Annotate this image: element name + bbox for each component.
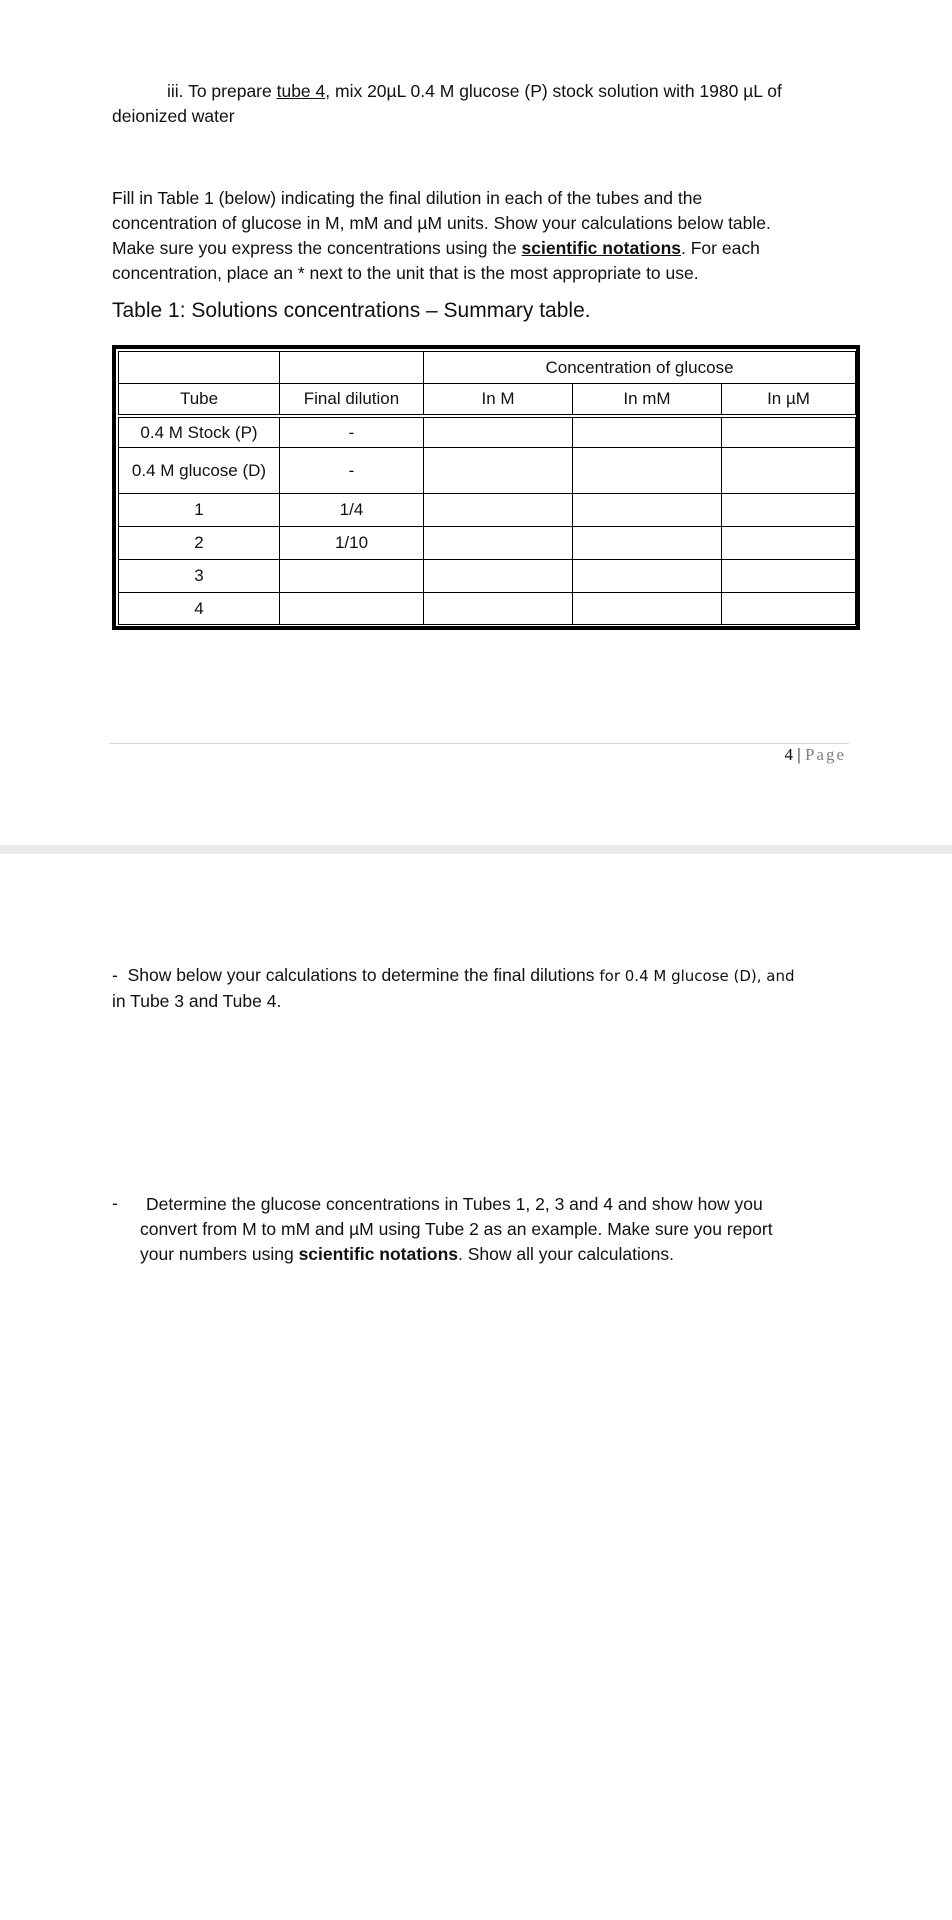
page-break	[0, 845, 952, 854]
table-row	[119, 592, 856, 624]
conc-um-cell[interactable]	[722, 526, 856, 559]
instructions-line-1: Fill in Table 1 (below) indicating the final dilution in each of the tubes and the	[112, 188, 703, 208]
scientific-notations-emphasis: scientific notations	[521, 238, 682, 258]
question-2-line-2: convert from M to mM and µM using Tube 2 as an example. Make sure you report	[140, 1219, 773, 1239]
table-header-row	[119, 384, 856, 416]
page-number-footer	[760, 745, 846, 765]
header-final-dilution: Final dilution	[280, 384, 424, 416]
instructions-line-3: Make sure you express the concentrations using the scientific notations. For each	[112, 238, 760, 258]
table-row	[119, 416, 856, 448]
question-1-line-2: in Tube 3 and Tube 4.	[112, 991, 282, 1011]
dilution-cell[interactable]	[280, 559, 424, 592]
table-row	[119, 493, 856, 526]
scientific-notations-bold: scientific notations	[298, 1244, 459, 1264]
concentration-group-header: Concentration of glucose	[424, 352, 856, 384]
table-caption: Table 1: Solutions concentrations – Summary table.	[112, 299, 591, 322]
conc-um-cell[interactable]	[722, 592, 856, 624]
question-1-line-1: - Show below your calculations to determine the final dilutions for 0.4 M glucose (D), and	[112, 965, 795, 985]
intro-paragraph	[112, 79, 852, 129]
dilution-cell: 1/10	[280, 526, 424, 559]
bullet-dash: -	[112, 965, 118, 985]
conc-mm-cell[interactable]	[573, 559, 722, 592]
intro-line-2: deionized water	[112, 106, 235, 126]
page-number: 4	[784, 745, 794, 764]
header-in-mm: In mM	[573, 384, 722, 416]
header-blank-cell	[280, 352, 424, 384]
summary-table	[118, 351, 856, 625]
conc-m-cell[interactable]	[424, 448, 573, 494]
tube-cell: 0.4 M glucose (D)	[119, 448, 280, 494]
intro-prefix: iii. To prepare	[167, 81, 277, 101]
tube-cell: 0.4 M Stock (P)	[119, 416, 280, 448]
question-1-tail: for 0.4 M glucose (D), and	[599, 967, 795, 985]
question-1	[112, 963, 857, 1014]
dilution-cell: -	[280, 448, 424, 494]
question-2-line-3: your numbers using scientific notations. Show all your calculations.	[140, 1244, 674, 1264]
conc-m-cell[interactable]	[424, 493, 573, 526]
conc-um-cell[interactable]	[722, 416, 856, 448]
tube-cell: 2	[119, 526, 280, 559]
conc-m-cell[interactable]	[424, 416, 573, 448]
header-tube: Tube	[119, 384, 280, 416]
instructions-line-4: concentration, place an * next to the unit that is the most appropriate to use.	[112, 263, 699, 283]
conc-mm-cell[interactable]	[573, 448, 722, 494]
conc-mm-cell[interactable]	[573, 592, 722, 624]
instructions-paragraph	[112, 186, 852, 286]
tube-4-underlined: tube 4	[276, 81, 326, 101]
conc-um-cell[interactable]	[722, 448, 856, 494]
intro-suffix: , mix 20µL 0.4 M glucose (P) stock solution with 1980 µL of	[325, 81, 782, 101]
tube-cell: 3	[119, 559, 280, 592]
conc-m-cell[interactable]	[424, 559, 573, 592]
dilution-cell[interactable]	[280, 592, 424, 624]
dilution-cell: 1/4	[280, 493, 424, 526]
bullet-dash: -	[112, 1193, 118, 1213]
conc-mm-cell[interactable]	[573, 416, 722, 448]
page-word: Page	[804, 745, 846, 764]
tube-cell: 1	[119, 493, 280, 526]
header-blank-cell	[119, 352, 280, 384]
page-separator: |	[797, 745, 801, 764]
footer-divider	[109, 743, 849, 744]
dilution-cell: -	[280, 416, 424, 448]
conc-mm-cell[interactable]	[573, 526, 722, 559]
summary-table-frame	[112, 345, 860, 630]
conc-um-cell[interactable]	[722, 559, 856, 592]
conc-mm-cell[interactable]	[573, 493, 722, 526]
instructions-line-2: concentration of glucose in M, mM and µM units. Show your calculations below table.	[112, 213, 771, 233]
tube-cell: 4	[119, 592, 280, 624]
conc-um-cell[interactable]	[722, 493, 856, 526]
intro-line-1	[112, 79, 852, 104]
table-group-header-row	[119, 352, 856, 384]
header-in-m: In M	[424, 384, 573, 416]
document-page-5	[0, 854, 952, 1920]
table-row	[119, 526, 856, 559]
question-2-line-1: Determine the glucose concentrations in Tubes 1, 2, 3 and 4 and show how you	[146, 1194, 763, 1214]
conc-m-cell[interactable]	[424, 592, 573, 624]
question-2	[140, 1192, 860, 1267]
document-page-4	[0, 0, 952, 845]
table-row	[119, 559, 856, 592]
conc-m-cell[interactable]	[424, 526, 573, 559]
header-in-um: In µM	[722, 384, 856, 416]
table-row	[119, 448, 856, 494]
